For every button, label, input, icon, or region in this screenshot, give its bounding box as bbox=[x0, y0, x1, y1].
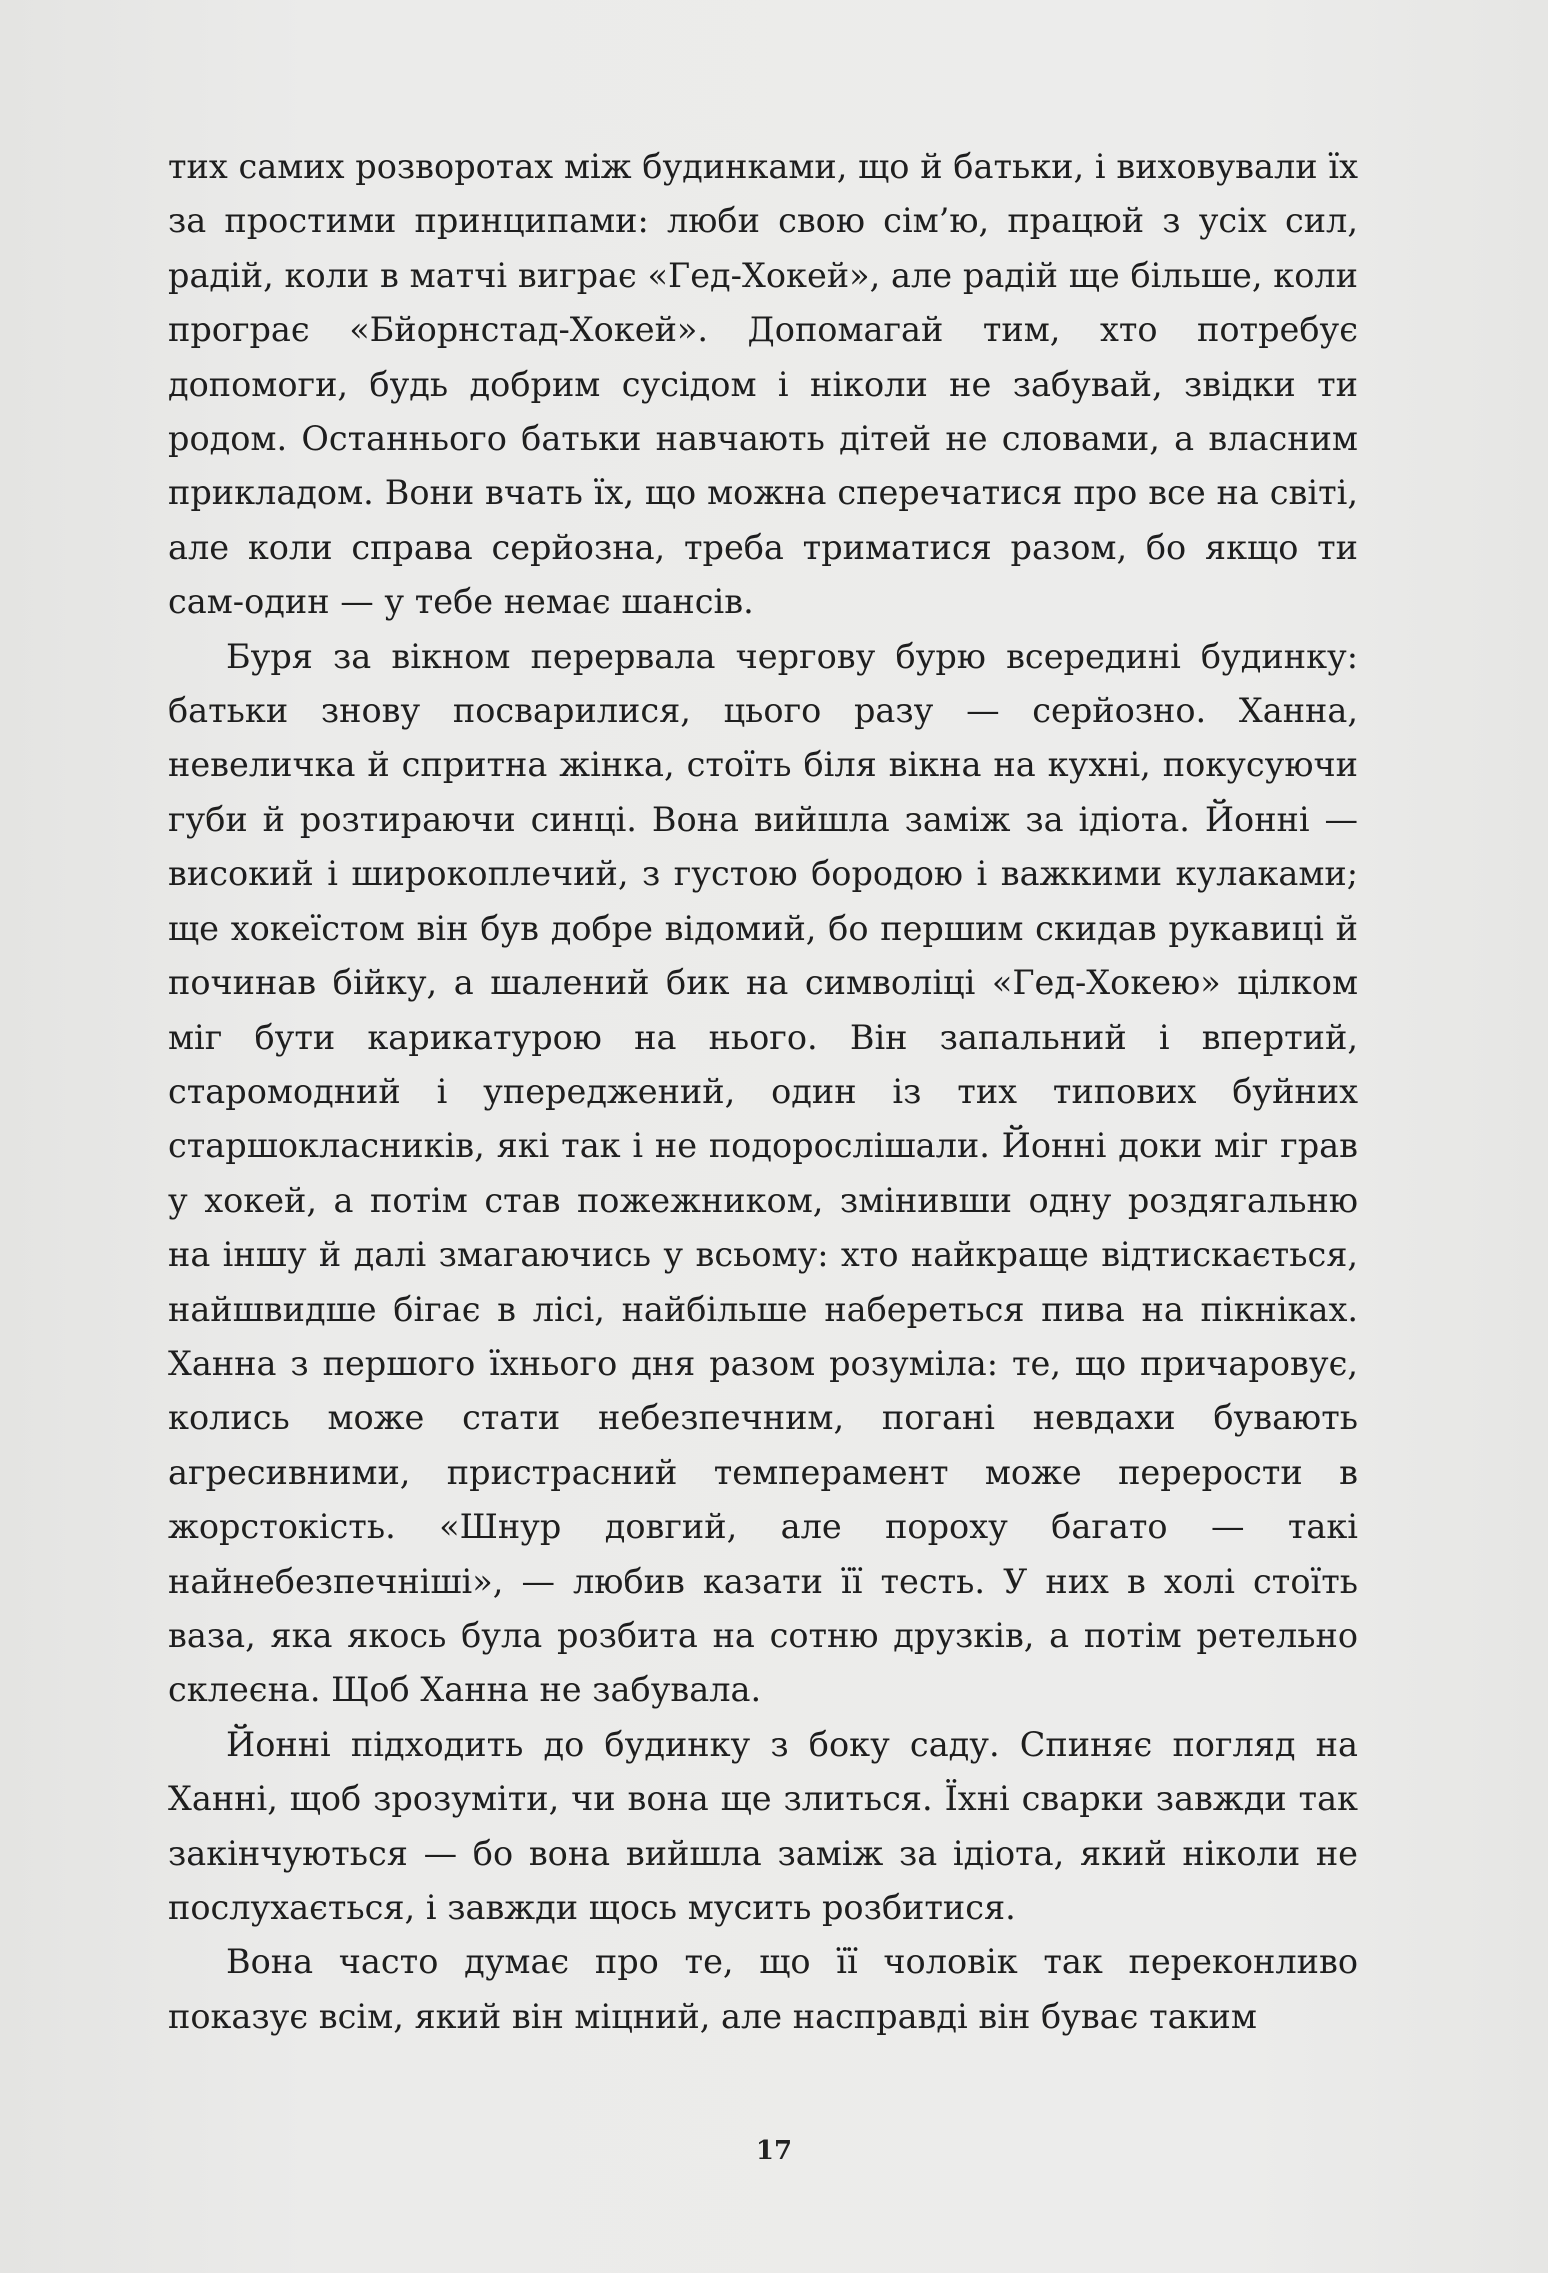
body-text bbox=[168, 140, 1358, 2044]
paragraph-1: тих самих розворотах між будинками, що й батьки, і виховували їх за простими принципами: люби свою сім’ю, працюй з усіх сил, радій, коли в матчі виграє «Гед-Хокей», але радій ще більше, коли програє «Бйорнстад-Хокей». Допомагай тим, хто потребує допомоги, будь добрим сусідом і ніколи не забувай, звідки ти родом. Останнього батьки навчають дітей не словами, а власним прикладом. Вони вчать їх, що можна сперечатися про все на світі, але коли справа серйозна, треба триматися разом, бо якщо ти сам-один — у тебе немає шансів. bbox=[168, 147, 1358, 622]
page-number: 17 bbox=[755, 2136, 793, 2166]
paragraph-4: Вона часто думає про те, що її чоловік так переконливо показує всім, який він міцний, але насправді він буває таким bbox=[168, 1942, 1358, 2036]
paragraph-2: Буря за вікном перервала чергову бурю всередині будинку: батьки знову посварилися, цього разу — серйозно. Ханна, невеличка й спритна жінка, стоїть біля вікна на кухні, покусуючи губи й розтираючи синці. Вона вийшла заміж за ідіота. Йонні — високий і широкоплечий, з густою бородою і важкими кулаками; ще хокеїстом він був добре відомий, бо першим скидав рукавиці й починав бійку, а шалений бик на символіці «Гед-Хокею» цілком міг бути карикатурою на нього. Він запальний і впертий, старомодний і упереджений, один із тих типових буйних старшокласників, які так і не подорослішали. Йонні доки міг грав у хокей, а потім став пожежником, змінивши одну роздягальню на іншу й далі змагаючись у всьому: хто найкраще відтискається, найшвидше бігає в лісі, найбільше набереться пива на пікніках. Ханна з першого їхнього дня разом розуміла: те, що причаровує, колись може стати небезпечним, погані невдахи бувають агресивними, пристрасний темперамент може перерости в жорстокість. «Шнур довгий, але пороху багато — такі найнебезпечніші», — любив казати її тесть. У них в холі стоїть ваза, яка якось була розбита на сотню друзків, а потім ретельно склеєна. Щоб Ханна не забувала. bbox=[168, 636, 1358, 1710]
paragraph-3: Йонні підходить до будинку з боку саду. Спиняє погляд на Ханні, щоб зрозуміти, чи вона ще злиться. Їхні сварки завжди так закінчуються — бо вона вийшла заміж за ідіота, який ніколи не послухається, і завжди щось мусить розбитися. bbox=[168, 1724, 1358, 1927]
